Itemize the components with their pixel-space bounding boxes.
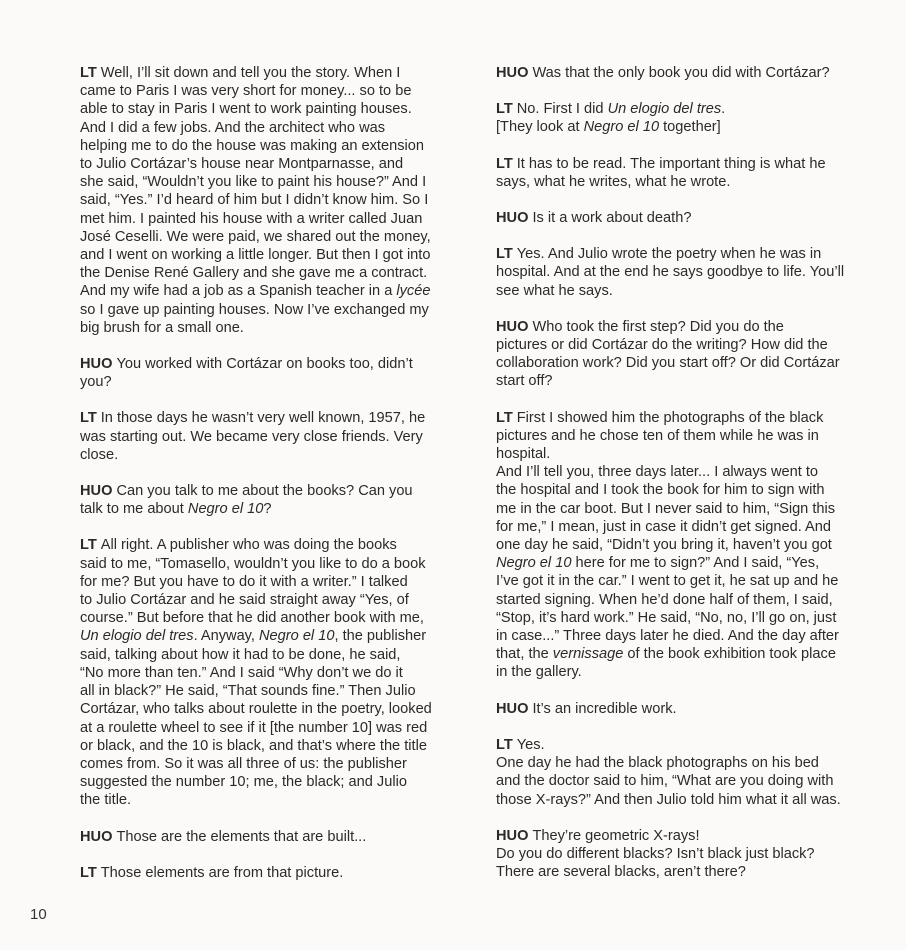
line-text: for me,” I mean, just in case it didn’t get signed. And	[496, 518, 832, 535]
speaker-label: HUO	[80, 483, 113, 500]
line-text: she said, “Wouldn’t you like to paint his house?” And I	[80, 174, 427, 191]
text-line	[496, 409, 868, 427]
line-text: course.” But before that he did another book with me,	[80, 610, 424, 627]
line-text: to Julio Cortázar and he said straight away “Yes, of	[80, 592, 409, 609]
line-text: was starting out. We became very close friends. Very	[80, 428, 423, 445]
speaker-label: LT	[80, 537, 97, 554]
line-text: helping me to do the house was making an extension	[80, 137, 424, 154]
dialogue-paragraph	[496, 100, 868, 136]
text-line	[80, 64, 455, 82]
text-line	[496, 481, 868, 499]
text-line	[496, 627, 868, 645]
text-line	[80, 319, 455, 337]
text-line	[496, 518, 868, 536]
speaker-label: LT	[496, 101, 513, 118]
text-line	[80, 155, 455, 173]
line-text: for me? But you have to do it with a writer.” I talked	[80, 573, 408, 590]
speaker-label: LT	[496, 155, 513, 172]
text-line	[496, 554, 868, 572]
speaker-label: LT	[496, 409, 513, 426]
text-line	[80, 664, 455, 682]
line-text: started signing. When he’d done half of them, I said,	[496, 591, 833, 608]
text-line	[80, 428, 455, 446]
text-line	[496, 427, 868, 445]
line-text: one day he said, “Didn’t you bring it, haven’t you got	[496, 537, 832, 554]
text-line	[80, 409, 455, 427]
line-text: They’re geometric X-rays!	[532, 827, 700, 844]
line-text: collaboration work? Did you start off? Or did Cortázar	[496, 355, 840, 372]
line-text: see what he says.	[496, 282, 613, 299]
line-text: me in the car boot. But I never said to him, “Sign this	[496, 500, 836, 517]
text-line	[496, 663, 868, 681]
line-text: Is it a work about death?	[532, 210, 692, 227]
dialogue-paragraph	[496, 318, 868, 391]
dialogue-paragraph	[496, 155, 868, 191]
dialogue-paragraph	[80, 482, 455, 518]
line-text: “Stop, it’s hard work.” He said, “No, no, I’ll go on, just	[496, 609, 837, 626]
line-text: to Julio Cortázar’s house near Montparnasse, and	[80, 156, 404, 173]
line-text: you?	[80, 374, 112, 391]
line-text: José Ceselli. We were paid, we shared out the money,	[80, 228, 431, 245]
line-text: And I’ll tell you, three days later... I always went to	[496, 464, 819, 481]
line-text: And my wife had a job as a Spanish teacher in a lycée	[80, 283, 431, 300]
dialogue-paragraph	[496, 827, 868, 882]
text-line	[80, 191, 455, 209]
text-line	[80, 755, 455, 773]
dialogue-paragraph	[80, 864, 455, 882]
line-text: able to stay in Paris I went to work painting houses.	[80, 101, 412, 118]
text-line	[496, 700, 868, 718]
speaker-label: HUO	[496, 827, 529, 844]
dialogue-paragraph	[496, 736, 868, 809]
speaker-label: HUO	[496, 700, 529, 717]
line-text: suggested the number 10; me, the black; and Julio	[80, 774, 407, 791]
speaker-label: LT	[80, 864, 97, 881]
line-text: in case...” Three days later he died. And the day after	[496, 628, 839, 645]
dialogue-paragraph	[496, 700, 868, 718]
text-line	[80, 246, 455, 264]
left-column	[80, 64, 455, 900]
text-line	[496, 318, 868, 336]
line-text: In those days he wasn’t very well known, 1957, he	[100, 410, 426, 427]
text-line	[496, 263, 868, 281]
text-line	[496, 645, 868, 663]
speaker-label: LT	[80, 65, 97, 81]
text-line	[496, 336, 868, 354]
line-text: pictures or did Cortázar do the writing? How did the	[496, 337, 828, 354]
line-text: Negro el 10 here for me to sign?” And I said, “Yes,	[496, 555, 820, 572]
speaker-label: LT	[80, 410, 97, 427]
line-text: You worked with Cortázar on books too, didn’t	[116, 356, 413, 373]
dialogue-paragraph	[80, 355, 455, 391]
text-line	[496, 173, 868, 191]
text-line	[80, 137, 455, 155]
text-line	[496, 736, 868, 754]
text-line	[80, 500, 455, 518]
line-text: in the gallery.	[496, 664, 582, 681]
text-line	[80, 355, 455, 373]
line-text: so I gave up painting houses. Now I’ve exchanged my	[80, 301, 429, 318]
text-line	[496, 609, 868, 627]
text-line	[496, 536, 868, 554]
text-line	[80, 536, 455, 554]
text-line	[80, 591, 455, 609]
text-line	[80, 228, 455, 246]
text-line	[80, 301, 455, 319]
line-text: said, talking about how it had to be done, he said,	[80, 646, 401, 663]
line-text: all in black?” He said, “That sounds fine.” Then Julio	[80, 683, 416, 700]
line-text: All right. A publisher who was doing the books	[100, 537, 397, 554]
line-text: hospital. And at the end he says goodbye to life. You’ll	[496, 264, 845, 281]
text-line	[80, 119, 455, 137]
speaker-label: HUO	[496, 65, 529, 81]
text-line	[80, 700, 455, 718]
text-line	[496, 791, 868, 809]
speaker-label: LT	[496, 736, 513, 753]
page-number: 10	[30, 906, 47, 923]
text-line	[80, 210, 455, 228]
text-line	[496, 591, 868, 609]
speaker-label: HUO	[80, 828, 113, 845]
text-line	[80, 482, 455, 500]
line-text: Yes. And Julio wrote the poetry when he was in	[516, 246, 822, 263]
line-text: Who took the first step? Did you do the	[532, 318, 784, 335]
dialogue-paragraph	[496, 245, 868, 300]
line-text: Was that the only book you did with Cortázar?	[532, 65, 830, 81]
text-line	[496, 500, 868, 518]
speaker-label: HUO	[496, 318, 529, 335]
text-line	[496, 372, 868, 390]
line-text: One day he had the black photographs on his bed	[496, 755, 819, 772]
line-text: hospital.	[496, 446, 551, 463]
dialogue-paragraph	[80, 64, 455, 337]
text-line	[80, 627, 455, 645]
dialogue-paragraph	[496, 409, 868, 682]
right-column	[496, 64, 868, 899]
line-text: those X-rays?” And then Julio told him what it all was.	[496, 791, 841, 808]
speaker-label: HUO	[80, 356, 113, 373]
text-line	[496, 845, 868, 863]
line-text: It has to be read. The important thing is what he	[516, 155, 826, 172]
line-text: the Denise René Gallery and she gave me a contract.	[80, 265, 428, 282]
text-line	[80, 609, 455, 627]
text-line	[496, 827, 868, 845]
text-line	[80, 555, 455, 573]
line-text: “No more than ten.” And I said “Why don’t we do it	[80, 664, 403, 681]
text-line	[80, 282, 455, 300]
text-line	[496, 354, 868, 372]
line-text: said, “Yes.” I’d heard of him but I didn’t know him. So I	[80, 192, 429, 209]
text-line	[496, 282, 868, 300]
text-line	[80, 446, 455, 464]
text-line	[80, 828, 455, 846]
line-text: Can you talk to me about the books? Can you	[116, 483, 413, 500]
line-text: There are several blacks, aren’t there?	[496, 864, 746, 881]
line-text: No. First I did Un elogio del tres.	[516, 101, 726, 118]
line-text: And I did a few jobs. And the architect who was	[80, 119, 386, 136]
line-text: Well, I’ll sit down and tell you the story. When I	[100, 65, 401, 81]
line-text: big brush for a small one.	[80, 319, 244, 336]
text-line	[496, 463, 868, 481]
line-text: pictures and he chose ten of them while he was in	[496, 427, 819, 444]
line-text: Do you do different blacks? Isn’t black just black?	[496, 845, 815, 862]
dialogue-paragraph	[496, 209, 868, 227]
line-text: Those are the elements that are built...	[116, 828, 367, 845]
text-line	[496, 772, 868, 790]
text-line	[80, 773, 455, 791]
line-text: says, what he writes, what he wrote.	[496, 173, 731, 190]
dialogue-paragraph	[80, 828, 455, 846]
line-text: at a roulette wheel to see if it [the number 10] was red	[80, 719, 428, 736]
line-text: start off?	[496, 373, 553, 390]
line-text: It’s an incredible work.	[532, 700, 677, 717]
dialogue-paragraph	[80, 409, 455, 464]
text-line	[80, 682, 455, 700]
line-text: or black, and the 10 is black, and that’s where the title	[80, 737, 427, 754]
line-text: Cortázar, who talks about roulette in the poetry, looked	[80, 701, 432, 718]
text-line	[80, 173, 455, 191]
text-line	[496, 754, 868, 772]
text-line	[496, 118, 868, 136]
text-line	[80, 82, 455, 100]
line-text: [They look at Negro el 10 together]	[496, 119, 721, 136]
text-line	[496, 209, 868, 227]
line-text: Yes.	[516, 736, 545, 753]
text-line	[496, 155, 868, 173]
speaker-label: LT	[496, 246, 513, 263]
line-text: that, the vernissage of the book exhibition took place	[496, 646, 836, 663]
line-text: talk to me about Negro el 10?	[80, 501, 272, 518]
text-line	[496, 863, 868, 881]
text-line	[80, 719, 455, 737]
speaker-label: HUO	[496, 210, 529, 227]
line-text: Un elogio del tres. Anyway, Negro el 10, the publisher	[80, 628, 427, 645]
dialogue-paragraph	[80, 536, 455, 809]
line-text: and the doctor said to him, “What are you doing with	[496, 773, 834, 790]
text-line	[80, 791, 455, 809]
text-line	[496, 572, 868, 590]
text-line	[80, 646, 455, 664]
line-text: comes from. So it was all three of us: the publisher	[80, 755, 407, 772]
text-line	[80, 864, 455, 882]
text-line	[80, 264, 455, 282]
line-text: came to Paris I was very short for money... so to be	[80, 83, 412, 100]
text-line	[80, 737, 455, 755]
dialogue-paragraph	[496, 64, 868, 82]
line-text: close.	[80, 446, 119, 463]
text-line	[496, 245, 868, 263]
text-line	[496, 64, 868, 82]
line-text: First I showed him the photographs of the black	[516, 409, 824, 426]
line-text: met him. I painted his house with a writer called Juan	[80, 210, 423, 227]
text-line	[80, 100, 455, 118]
line-text: Those elements are from that picture.	[100, 864, 344, 881]
line-text: the title.	[80, 792, 132, 809]
text-line	[80, 573, 455, 591]
line-text: and I went on working a little longer. But then I got into	[80, 247, 431, 264]
text-line	[496, 100, 868, 118]
line-text: I’ve got it in the car.” I went to get it, he sat up and he	[496, 573, 839, 590]
text-line	[80, 373, 455, 391]
text-line	[496, 445, 868, 463]
line-text: the hospital and I took the book for him to sign with	[496, 482, 825, 499]
line-text: said to me, “Tomasello, wouldn’t you like to do a book	[80, 555, 426, 572]
